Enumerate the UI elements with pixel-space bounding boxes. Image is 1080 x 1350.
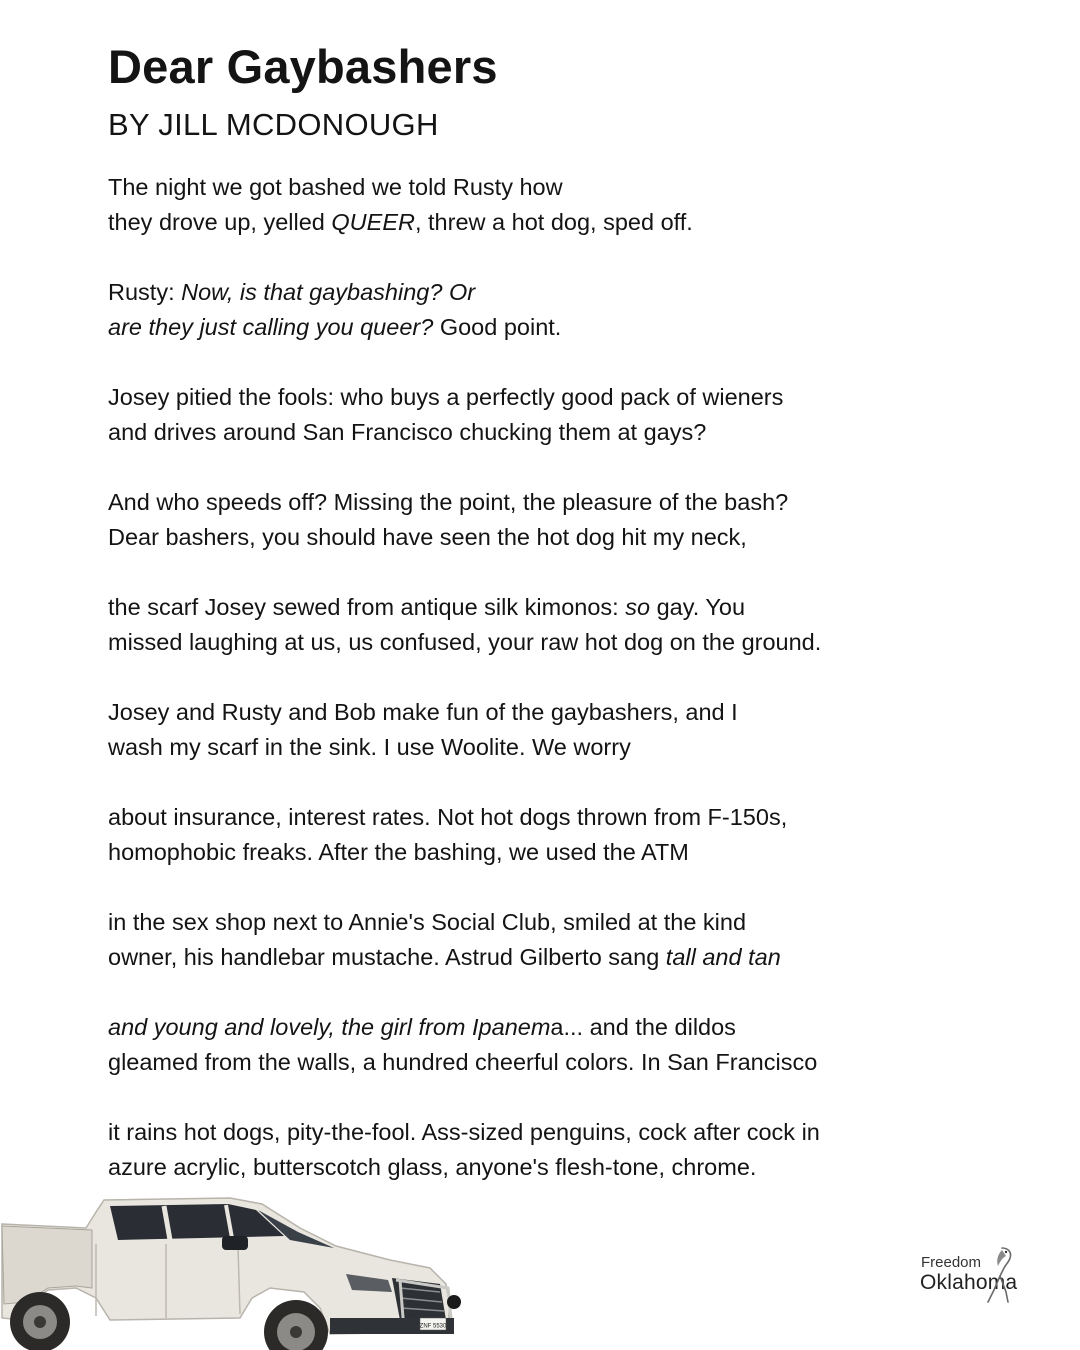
line-text: Rusty: [108,279,182,305]
poem-line [108,415,968,450]
poem-line [108,905,968,940]
stanza [108,275,968,345]
line-text: homophobic freaks. After the bashing, we used the ATM [108,839,689,865]
line-text: Dear bashers, you should have seen the hot dog hit my neck, [108,524,747,550]
line-text: And who speeds off? Missing the point, the pleasure of the bash? [108,489,789,515]
line-text: it rains hot dogs, pity-the-fool. Ass-sized penguins, cock after cock in [108,1119,820,1145]
poem-line [108,485,968,520]
line-text: a... and the dildos [550,1014,736,1040]
poem-line [108,800,968,835]
scissor-tailed-flycatcher-icon [976,1246,1020,1304]
stanza [108,380,968,450]
freedom-oklahoma-logo [918,1244,1028,1306]
poem-line [108,1115,968,1150]
line-text: the scarf Josey sewed from antique silk kimonos: [108,594,626,620]
poem-line [108,380,968,415]
line-text: owner, his handlebar mustache. Astrud Gilberto sang [108,944,666,970]
line-text: wash my scarf in the sink. I use Woolite. We worry [108,734,631,760]
italic-text: and young and lovely, the girl from Ipanem [108,1014,551,1040]
line-text: about insurance, interest rates. Not hot dogs thrown from F-150s, [108,804,788,830]
poem-line [108,730,968,765]
poem-byline: BY JILL MCDONOUGH [108,107,439,142]
poem-line [108,520,968,555]
poem-line [108,1150,968,1185]
stanza [108,170,968,240]
poem-line [108,1010,968,1045]
italic-text: are they just calling you queer? [108,314,434,340]
logo-line-2: Oklahoma [920,1271,1018,1294]
poem-line [108,695,968,730]
line-text: in the sex shop next to Annie's Social Club, smiled at the kind [108,909,747,935]
stanza [108,905,968,975]
stanza [108,590,968,660]
line-text: azure acrylic, butterscotch glass, anyone's flesh-tone, chrome. [108,1154,757,1180]
poem-body [108,170,968,1185]
stanza [108,1115,968,1185]
poem-line [108,835,968,870]
line-text: gay. You [650,594,746,620]
italic-text: tall and tan [665,944,781,970]
line-text: The night we got bashed we told Rusty how [108,174,563,200]
truck-license-plate: ZNF 5530 [419,1323,447,1330]
logo-line-1: Freedom [921,1254,982,1271]
poem-line [108,940,968,975]
line-text: , threw a hot dog, sped off. [414,209,693,235]
italic-text: so [625,594,651,620]
line-text: missed laughing at us, us confused, your raw hot dog on the ground. [108,629,822,655]
stanza [108,800,968,870]
poem-line [108,625,968,660]
poem-title: Dear Gaybashers [108,40,498,93]
italic-text: Now, is that gaybashing? Or [181,279,476,305]
poem-line [108,275,968,310]
pickup-truck-image [0,1188,470,1350]
line-text: and drives around San Francisco chucking them at gays? [108,419,707,445]
stanza [108,695,968,765]
line-text: Josey and Rusty and Bob make fun of the gaybashers, and I [108,699,738,725]
poem-line [108,310,968,345]
line-text: gleamed from the walls, a hundred cheerful colors. In San Francisco [108,1049,818,1075]
poem-line [108,1045,968,1080]
stanza [108,1010,968,1080]
poem-line [108,170,968,205]
poem-line [108,590,968,625]
line-text: Josey pitied the fools: who buys a perfectly good pack of wieners [108,384,784,410]
poem-line [108,205,968,240]
italic-text: QUEER [331,209,415,235]
stanza [108,485,968,555]
line-text: they drove up, yelled [108,209,332,235]
line-text: Good point. [433,314,562,340]
